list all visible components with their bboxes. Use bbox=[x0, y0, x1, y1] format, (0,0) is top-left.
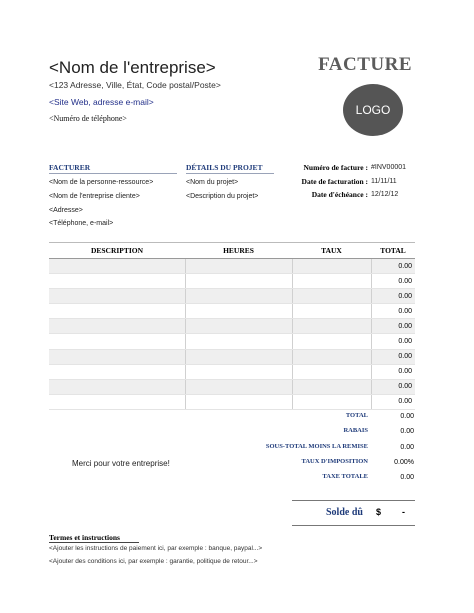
description-cell[interactable] bbox=[49, 289, 185, 304]
total-cell: 0.00 bbox=[371, 319, 415, 334]
items-table bbox=[49, 242, 415, 410]
company-website: <Site Web, adresse e-mail> bbox=[49, 97, 154, 107]
company-address: <123 Adresse, Ville, État, Code postal/Poste> bbox=[49, 80, 221, 90]
document-title: FACTURE bbox=[318, 54, 412, 75]
total-value: 0.00 bbox=[400, 413, 414, 420]
rate-cell[interactable] bbox=[292, 349, 371, 364]
logo-placeholder bbox=[343, 84, 403, 136]
hours-cell[interactable] bbox=[185, 379, 292, 394]
rate-cell[interactable] bbox=[292, 334, 371, 349]
table-row[interactable] bbox=[49, 319, 415, 334]
invoice-date-value: 11/11/11 bbox=[371, 178, 397, 185]
col-total: TOTAL bbox=[371, 243, 415, 259]
terms-payment-instructions: <Ajouter les instructions de paiement ici, par exemple : banque, paypal...> bbox=[49, 545, 263, 552]
table-row[interactable] bbox=[49, 274, 415, 289]
hours-cell[interactable] bbox=[185, 394, 292, 409]
hours-cell[interactable] bbox=[185, 259, 292, 274]
description-cell[interactable] bbox=[49, 349, 185, 364]
table-row[interactable] bbox=[49, 394, 415, 409]
project-description: <Description du projet> bbox=[186, 193, 259, 200]
table-row[interactable] bbox=[49, 304, 415, 319]
hours-cell[interactable] bbox=[185, 319, 292, 334]
invoice-date-label: Date de facturation : bbox=[301, 177, 368, 186]
description-cell[interactable] bbox=[49, 304, 185, 319]
hours-cell[interactable] bbox=[185, 349, 292, 364]
invoice-number-value: #INV00001 bbox=[371, 164, 407, 171]
hours-cell[interactable] bbox=[185, 289, 292, 304]
total-label: TOTAL bbox=[345, 412, 368, 419]
subtotal-label: SOUS-TOTAL MOINS LA REMISE bbox=[265, 443, 368, 450]
balance-label: Solde dû bbox=[326, 507, 363, 518]
table-row[interactable] bbox=[49, 259, 415, 274]
col-hours: HEURES bbox=[185, 243, 292, 259]
bill-to-heading: FACTURER bbox=[49, 163, 91, 172]
rate-cell[interactable] bbox=[292, 379, 371, 394]
description-cell[interactable] bbox=[49, 394, 185, 409]
bill-to-address: <Adresse> bbox=[49, 207, 83, 214]
rate-cell[interactable] bbox=[292, 319, 371, 334]
rate-cell[interactable] bbox=[292, 394, 371, 409]
total-cell: 0.00 bbox=[371, 394, 415, 409]
company-phone: <Numéro de téléphone> bbox=[49, 114, 127, 123]
total-cell: 0.00 bbox=[371, 334, 415, 349]
terms-conditions: <Ajouter des conditions ici, par exemple : garantie, politique de retour...> bbox=[49, 558, 258, 565]
balance-value: - bbox=[402, 507, 405, 517]
rate-cell[interactable] bbox=[292, 289, 371, 304]
description-cell[interactable] bbox=[49, 259, 185, 274]
description-cell[interactable] bbox=[49, 334, 185, 349]
rate-cell[interactable] bbox=[292, 274, 371, 289]
rate-cell[interactable] bbox=[292, 259, 371, 274]
invoice-number-label: Numéro de facture : bbox=[303, 163, 368, 172]
table-row[interactable] bbox=[49, 379, 415, 394]
total-cell: 0.00 bbox=[371, 349, 415, 364]
terms-underline bbox=[49, 542, 139, 543]
hours-cell[interactable] bbox=[185, 364, 292, 379]
table-row[interactable] bbox=[49, 349, 415, 364]
hours-cell[interactable] bbox=[185, 274, 292, 289]
description-cell[interactable] bbox=[49, 379, 185, 394]
description-cell[interactable] bbox=[49, 319, 185, 334]
total-cell: 0.00 bbox=[371, 364, 415, 379]
bill-to-contact: <Nom de la personne-ressource> bbox=[49, 179, 154, 186]
total-cell: 0.00 bbox=[371, 304, 415, 319]
bill-to-phone-email: <Téléphone, e-mail> bbox=[49, 220, 114, 227]
table-row[interactable] bbox=[49, 289, 415, 304]
description-cell[interactable] bbox=[49, 274, 185, 289]
company-name: <Nom de l'entreprise> bbox=[49, 58, 216, 77]
tax-rate-value: 0.00% bbox=[394, 459, 414, 466]
discount-label: RABAIS bbox=[343, 427, 368, 434]
project-heading: DÉTAILS DU PROJET bbox=[186, 163, 263, 172]
total-cell: 0.00 bbox=[371, 274, 415, 289]
balance-currency: $ bbox=[376, 507, 382, 517]
balance-top-rule bbox=[292, 500, 415, 501]
total-tax-value: 0.00 bbox=[400, 474, 414, 481]
hours-cell[interactable] bbox=[185, 304, 292, 319]
col-description: DESCRIPTION bbox=[49, 243, 185, 259]
rate-cell[interactable] bbox=[292, 364, 371, 379]
thank-you-note: Merci pour votre entreprise! bbox=[72, 459, 170, 468]
col-rate: TAUX bbox=[292, 243, 371, 259]
due-date-value: 12/12/12 bbox=[371, 191, 399, 198]
total-tax-label: TAXE TOTALE bbox=[322, 473, 368, 480]
bill-to-company: <Nom de l'entreprise cliente> bbox=[49, 193, 140, 200]
description-cell[interactable] bbox=[49, 364, 185, 379]
total-cell: 0.00 bbox=[371, 289, 415, 304]
tax-rate-label: TAUX D'IMPOSITION bbox=[301, 458, 368, 465]
balance-bottom-rule bbox=[292, 525, 415, 526]
project-divider bbox=[186, 173, 274, 174]
project-name: <Nom du projet> bbox=[186, 179, 239, 186]
total-cell: 0.00 bbox=[371, 379, 415, 394]
logo-text: LOGO bbox=[355, 103, 391, 117]
due-date-label: Date d'échéance : bbox=[311, 190, 368, 199]
table-row[interactable] bbox=[49, 334, 415, 349]
discount-value: 0.00 bbox=[400, 428, 414, 435]
rate-cell[interactable] bbox=[292, 304, 371, 319]
items-header-row bbox=[49, 243, 415, 259]
bill-to-divider bbox=[49, 173, 177, 174]
hours-cell[interactable] bbox=[185, 334, 292, 349]
total-cell: 0.00 bbox=[371, 259, 415, 274]
terms-heading: Termes et instructions bbox=[49, 533, 120, 542]
subtotal-value: 0.00 bbox=[400, 444, 414, 451]
table-row[interactable] bbox=[49, 364, 415, 379]
